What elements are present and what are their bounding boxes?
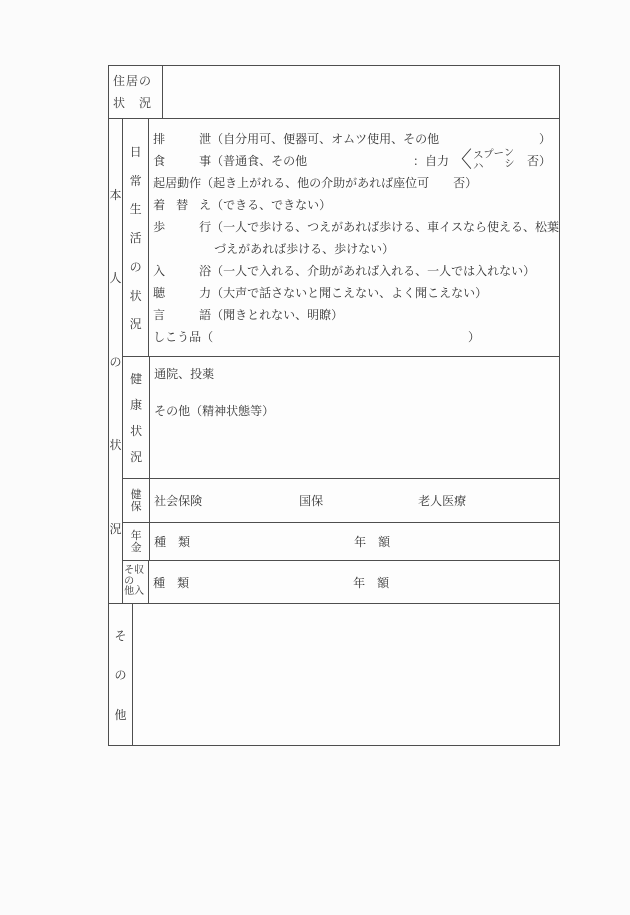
health-content bbox=[150, 357, 559, 478]
health-label-char: 健 bbox=[130, 371, 143, 386]
rising-label: 起居動作 bbox=[153, 175, 202, 190]
daily-label-char: 生 bbox=[129, 202, 142, 217]
walking-options-continued: づえがあれば歩ける、歩けない） bbox=[214, 241, 395, 256]
row-dressing bbox=[153, 193, 559, 215]
health-insurance-content bbox=[150, 479, 559, 522]
health-label-char: 況 bbox=[130, 449, 143, 464]
row-speech bbox=[153, 303, 559, 325]
health-label-char: 康 bbox=[130, 397, 143, 412]
other-label-char: の bbox=[114, 668, 127, 682]
hearing-options: （大声で話さないと聞こえない、よく聞こえない） bbox=[211, 285, 488, 300]
speech-options: （聞きとれない、明瞭） bbox=[211, 307, 344, 322]
pension-annual-amount-field: 年 額 bbox=[354, 535, 391, 549]
housing-blank-field bbox=[163, 66, 559, 118]
daily-life-content bbox=[149, 119, 559, 356]
excretion-close-paren: ） bbox=[538, 131, 551, 146]
angle-brace-icon: 〈 bbox=[449, 147, 472, 172]
bathing-options: （一人で入れる、介助があれば入れる、一人では入れない） bbox=[211, 263, 536, 278]
daily-label-char: 日 bbox=[129, 144, 142, 159]
other-income-kind-field: 種 類 bbox=[153, 575, 190, 590]
row-preference-items bbox=[153, 325, 559, 347]
excretion-options: （自分用可、便器可、オムツ使用、その他 bbox=[211, 131, 440, 146]
other-income-label: そ収 の 他入 bbox=[123, 561, 149, 603]
housing-label-line2: 状 況 bbox=[113, 96, 153, 110]
preference-label: しこう品 bbox=[153, 329, 202, 344]
row-walking bbox=[153, 215, 559, 237]
daily-label-char: 況 bbox=[129, 317, 142, 332]
meal-label: 食 事 bbox=[153, 153, 212, 168]
health-section bbox=[123, 357, 559, 479]
speech-label: 言 語 bbox=[153, 307, 212, 322]
person-label-char: 状 bbox=[109, 438, 122, 452]
dressing-options: （できる、できない） bbox=[211, 197, 332, 212]
pension-kind-field: 種 類 bbox=[154, 535, 191, 549]
feed-utensil-stack bbox=[473, 149, 515, 171]
other-section-label bbox=[109, 604, 133, 745]
other-label-char: 他 bbox=[114, 707, 127, 722]
daily-label-char: 活 bbox=[129, 231, 142, 245]
health-insurance-row bbox=[123, 479, 559, 523]
walking-options: （一人で歩ける、つえがあれば歩ける、車イスなら使える、松葉 bbox=[211, 219, 559, 234]
health-insurance-label: 健 保 bbox=[123, 479, 150, 522]
insurance-option-shakai-hoken: 社会保険 bbox=[154, 494, 203, 508]
row-hearing bbox=[153, 281, 559, 303]
row-bathing bbox=[153, 259, 559, 281]
person-label-char: 況 bbox=[109, 521, 122, 536]
health-line-other-mental-state: その他（精神状態等） bbox=[154, 404, 275, 418]
feed-chopsticks: ハ シ bbox=[472, 158, 516, 173]
feed-prefix: ：自力 bbox=[412, 153, 449, 168]
health-line-hospital-medication: 通院、投薬 bbox=[154, 367, 215, 381]
person-status-section bbox=[109, 119, 559, 604]
pension-label: 年 金 bbox=[123, 523, 150, 560]
person-label-char: 本 bbox=[109, 187, 122, 202]
person-status-body bbox=[123, 119, 559, 603]
other-income-row bbox=[123, 561, 559, 603]
hearing-label: 聴 力 bbox=[153, 285, 212, 300]
pension-row bbox=[123, 523, 559, 561]
row-excretion bbox=[153, 127, 559, 149]
pension-content bbox=[150, 523, 559, 560]
daily-life-section bbox=[123, 119, 559, 357]
excretion-label: 排 泄 bbox=[153, 131, 212, 146]
daily-label-char: 常 bbox=[129, 173, 142, 188]
bathing-label: 入 浴 bbox=[153, 263, 212, 278]
preference-open-paren: （ bbox=[201, 329, 214, 344]
dressing-label: 着 替 え bbox=[153, 197, 212, 212]
other-blank-field bbox=[133, 604, 559, 745]
housing-label-line1: 住居の bbox=[113, 74, 153, 88]
meal-self-feeding-group bbox=[413, 149, 551, 171]
assessment-form-table bbox=[108, 65, 560, 746]
insurance-option-kokuho: 国保 bbox=[299, 494, 324, 508]
insurance-option-roujin-iryou: 老人医療 bbox=[418, 494, 467, 508]
other-section bbox=[109, 604, 559, 745]
feed-spoon: スプーン bbox=[472, 147, 515, 162]
feed-no-option: 否） bbox=[526, 153, 551, 168]
other-income-annual-amount-field: 年 額 bbox=[353, 575, 390, 590]
preference-close-paren: ） bbox=[467, 329, 480, 344]
health-section-label bbox=[123, 357, 150, 478]
row-rising bbox=[153, 171, 559, 193]
row-walking-continuation bbox=[153, 237, 559, 259]
housing-section-label bbox=[109, 66, 163, 118]
daily-life-label bbox=[123, 119, 149, 356]
housing-section bbox=[109, 66, 559, 119]
health-label-char: 状 bbox=[130, 423, 143, 438]
daily-label-char: 状 bbox=[129, 288, 142, 303]
other-label-char: そ bbox=[114, 628, 127, 643]
person-label-char: の bbox=[109, 354, 122, 369]
other-income-content bbox=[149, 561, 559, 603]
person-label-char: 人 bbox=[109, 271, 122, 285]
rising-options: （起き上がれる、他の介助があれば座位可 否） bbox=[201, 175, 478, 190]
meal-options: （普通食、その他 bbox=[211, 153, 308, 168]
walking-label: 歩 行 bbox=[153, 219, 212, 234]
daily-label-char: の bbox=[129, 259, 142, 274]
person-status-label bbox=[109, 119, 123, 603]
row-meal bbox=[153, 149, 559, 171]
